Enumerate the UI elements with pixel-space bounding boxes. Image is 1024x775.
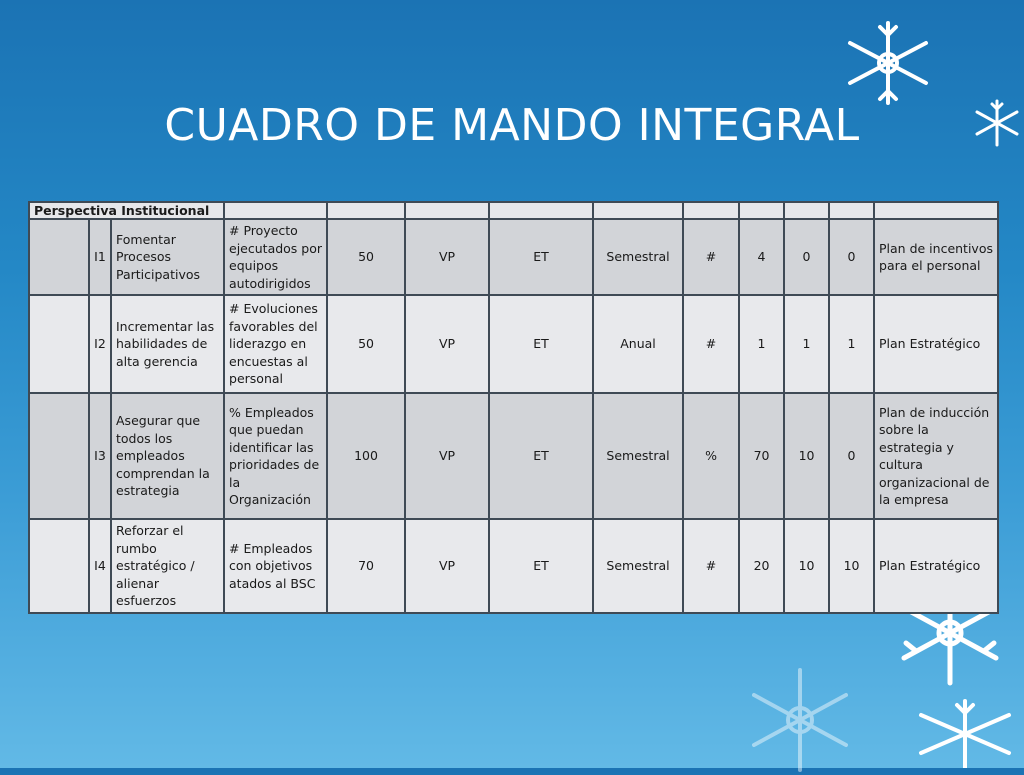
initiative-cell: Plan Estratégico — [874, 295, 998, 393]
balanced-scorecard-table — [28, 201, 999, 614]
target-cell: 1 — [739, 295, 784, 393]
unit-cell: # — [683, 519, 739, 613]
objective-cell: Incrementar las habilidades de alta gerencia — [111, 295, 224, 393]
table-row — [29, 219, 998, 295]
header-cell — [874, 202, 998, 219]
unit-cell: # — [683, 295, 739, 393]
header-cell — [489, 202, 593, 219]
indicator-cell: % Empleados que puedan identificar las prioridades de la Organización — [224, 393, 327, 519]
header-cell — [224, 202, 327, 219]
blank-cell — [29, 295, 89, 393]
value-cell: 10 — [784, 393, 829, 519]
slide-title: CUADRO DE MANDO INTEGRAL — [164, 100, 860, 151]
target-cell: 70 — [739, 393, 784, 519]
header-cell — [405, 202, 489, 219]
value-cell: 10 — [784, 519, 829, 613]
value-cell: 1 — [829, 295, 874, 393]
snowflake-icon — [838, 18, 938, 108]
value-cell: 10 — [829, 519, 874, 613]
weight-cell: 70 — [327, 519, 405, 613]
indicator-id: I3 — [89, 393, 111, 519]
objective-cell: Reforzar el rumbo estratégico / alienar esfuerzos — [111, 519, 224, 613]
indicator-id: I2 — [89, 295, 111, 393]
frequency-cell: Anual — [593, 295, 683, 393]
objective-cell: Asegurar que todos los empleados comprendan la estrategia — [111, 393, 224, 519]
value-cell: 0 — [829, 393, 874, 519]
responsible-cell: VP — [405, 393, 489, 519]
target-cell: 20 — [739, 519, 784, 613]
indicator-id: I4 — [89, 519, 111, 613]
table-row — [29, 519, 998, 613]
weight-cell: 50 — [327, 219, 405, 295]
snowflake-icon — [910, 698, 1020, 768]
snowflake-icon — [740, 665, 860, 775]
frequency-cell: Semestral — [593, 393, 683, 519]
indicator-id: I1 — [89, 219, 111, 295]
source-cell: ET — [489, 219, 593, 295]
weight-cell: 50 — [327, 295, 405, 393]
table-row — [29, 393, 998, 519]
header-cell — [829, 202, 874, 219]
initiative-cell: Plan Estratégico — [874, 519, 998, 613]
frequency-cell: Semestral — [593, 219, 683, 295]
objective-cell: Fomentar Procesos Participativos — [111, 219, 224, 295]
blank-cell — [29, 519, 89, 613]
responsible-cell: VP — [405, 219, 489, 295]
frequency-cell: Semestral — [593, 519, 683, 613]
blank-cell — [29, 219, 89, 295]
unit-cell: # — [683, 219, 739, 295]
table-row — [29, 295, 998, 393]
indicator-cell: # Proyecto ejecutados por equipos autodirigidos — [224, 219, 327, 295]
header-cell — [683, 202, 739, 219]
table-header-row — [29, 202, 998, 219]
source-cell: ET — [489, 393, 593, 519]
header-cell — [739, 202, 784, 219]
indicator-cell: # Empleados con objetivos atados al BSC — [224, 519, 327, 613]
value-cell: 1 — [784, 295, 829, 393]
indicator-cell: # Evoluciones favorables del liderazgo en encuestas al personal — [224, 295, 327, 393]
header-cell — [327, 202, 405, 219]
target-cell: 4 — [739, 219, 784, 295]
source-cell: ET — [489, 295, 593, 393]
responsible-cell: VP — [405, 519, 489, 613]
perspective-label: Perspectiva Institucional — [29, 202, 224, 219]
responsible-cell: VP — [405, 295, 489, 393]
initiative-cell: Plan de inducción sobre la estrategia y cultura organizacional de la empresa — [874, 393, 998, 519]
header-cell — [784, 202, 829, 219]
weight-cell: 100 — [327, 393, 405, 519]
initiative-cell: Plan de incentivos para el personal — [874, 219, 998, 295]
unit-cell: % — [683, 393, 739, 519]
header-cell — [593, 202, 683, 219]
value-cell: 0 — [784, 219, 829, 295]
source-cell: ET — [489, 519, 593, 613]
value-cell: 0 — [829, 219, 874, 295]
blank-cell — [29, 393, 89, 519]
